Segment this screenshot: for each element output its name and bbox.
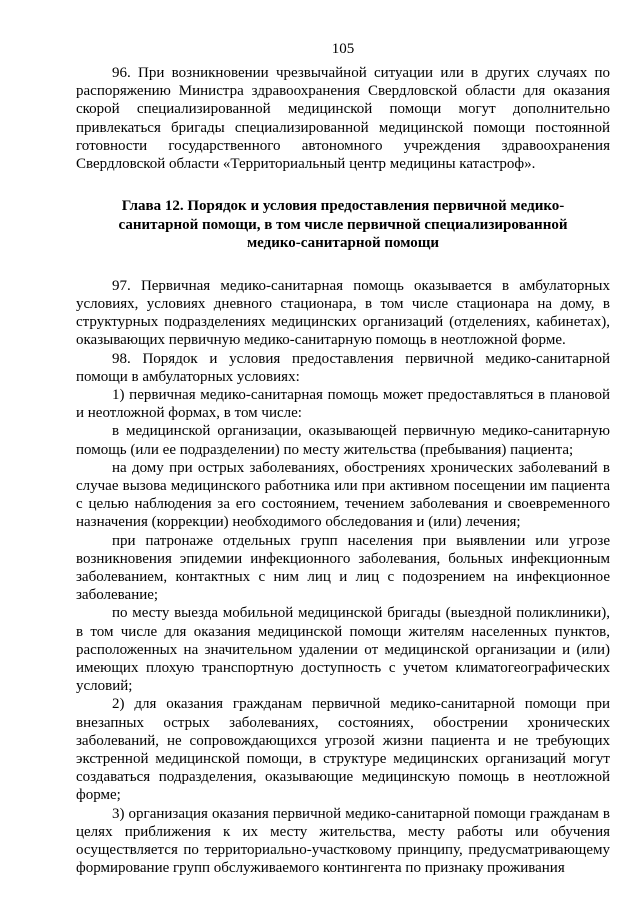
- list-item-2: 2) для оказания гражданам первичной медико-санитарной помощи при внезапных острых заболеваниях, состояниях, обострении хронических заболеваний, не сопровождающихся угрозой жизни пациента и не требующих экстренной медицинской помощи, в структуре медицинских организаций могут создаваться подразделения, оказывающие медицинскую помощь в неотложной форме;: [76, 696, 610, 804]
- page-number: 105: [331, 41, 355, 57]
- list-subitem-medical-organization: в медицинской организации, оказывающей первичную медико-санитарную помощь (или ее подразделении) по месту жительства (пребывания) пациента;: [76, 423, 610, 458]
- paragraph-96: 96. При возникновении чрезвычайной ситуации или в других случаях по распоряжению Министра здравоохранения Свердловской области для оказания скорой специализированной медицинской помощи могут дополнительно привлекаться бригады специализированной медицинской помощи постоянной готовности государственного автономного учреждения здравоохранения Свердловской области «Территориальный центр медицины катастроф».: [76, 65, 610, 173]
- list-subitem-mobile-brigade: по месту выезда мобильной медицинской бригады (выездной поликлиники), в том числе для оказания медицинской помощи жителям населенных пунктов, расположенных на значительном удалении от медицинской организации и (или) имеющих плохую транспортную доступность с учетом климатогеографических условий;: [76, 605, 610, 695]
- list-item-1: 1) первичная медико-санитарная помощь может предоставляться в плановой и неотложной формах, в том числе:: [76, 386, 610, 422]
- list-subitem-patronage: при патронаже отдельных групп населения при выявлении или угрозе возникновения эпидемии инфекционного заболевания, больных инфекционным заболеванием, контактных с ним лиц и лиц с подозрением на инфекционное заболевание;: [76, 532, 610, 604]
- chapter-heading: Глава 12. Порядок и условия предоставления первичной медико-санитарной помощи, в том числе первичной специализированной медико-санитарной помощи: [118, 198, 568, 252]
- document-page: [76, 40, 610, 877]
- paragraph-98: 98. Порядок и условия предоставления первичной медико-санитарной помощи в амбулаторных условиях:: [76, 350, 610, 385]
- list-item-3: 3) организация оказания первичной медико-санитарной помощи гражданам в целях приближения к их месту жительства, месту работы или обучения осуществляется по территориально-участковому принципу, предусматривающему формирование групп обслуживаемого контингента по признаку проживания: [76, 805, 610, 877]
- list-subitem-at-home: на дому при острых заболеваниях, обострениях хронических заболеваний в случае вызова медицинского работника или при активном посещении им пациента с целью наблюдения за его состоянием, течением заболевания и своевременного назначения (коррекции) необходимого обследования и (или) лечения;: [76, 459, 610, 531]
- paragraph-97: 97. Первичная медико-санитарная помощь оказывается в амбулаторных условиях, условиях дневного стационара, в том числе стационара на дому, в структурных подразделениях медицинских организаций (отделениях, кабинетах), оказывающих первичную медико-санитарную помощь в неотложной форме.: [76, 277, 610, 349]
